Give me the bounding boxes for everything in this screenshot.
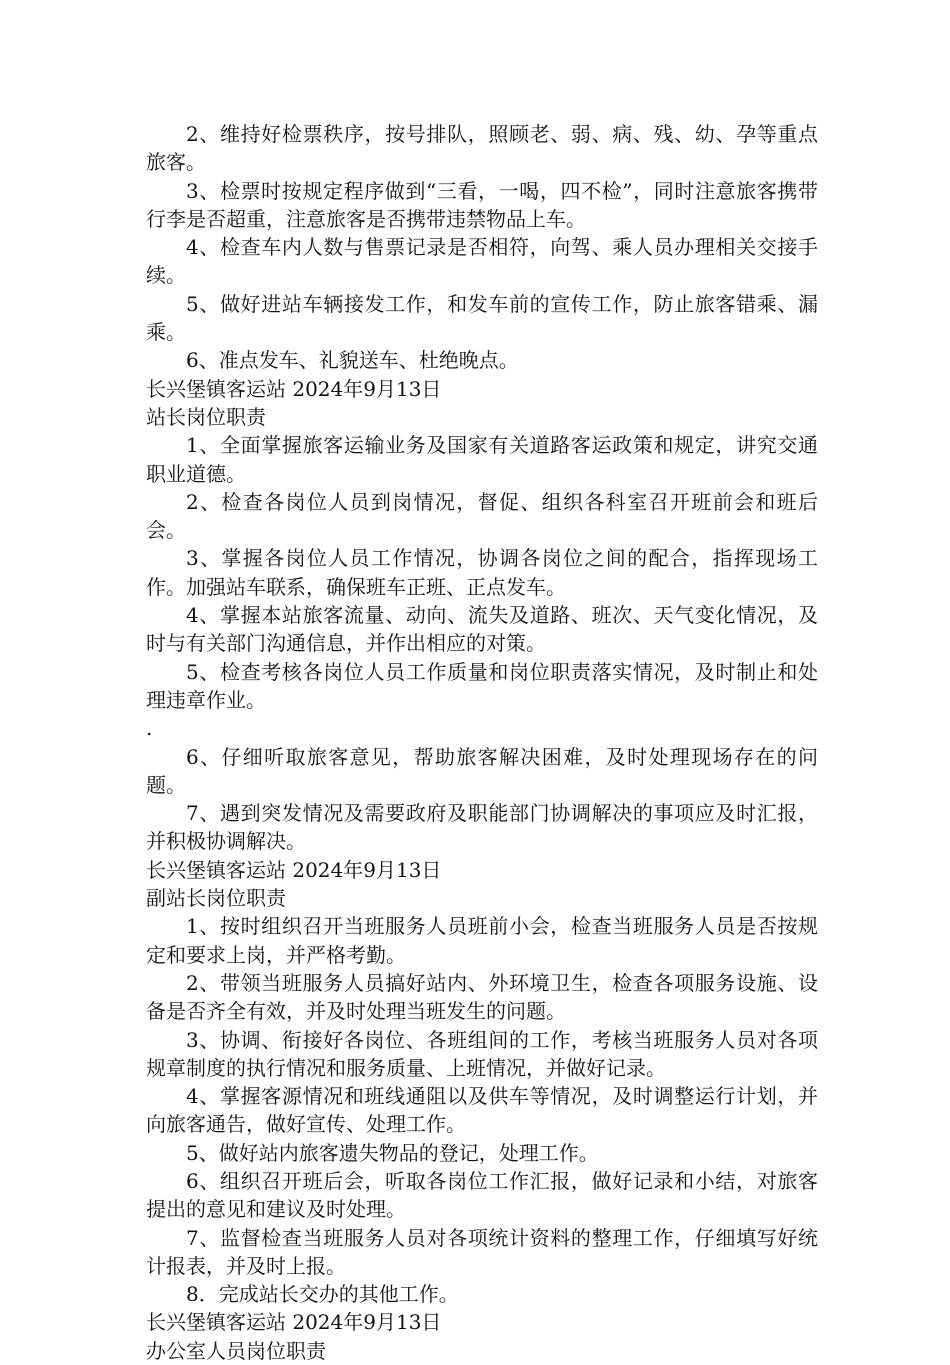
duty-item: 2、维持好检票秩序，按号排队，照顾老、弱、病、残、幼、孕等重点旅客。 xyxy=(146,122,818,175)
section-title-office-staff: 办公室人员岗位职责 xyxy=(146,1338,326,1363)
document-page xyxy=(146,120,818,1365)
duty-item: 6、组织召开班后会，听取各岗位工作汇报，做好记录和小结，对旅客提出的意见和建议及时处理。 xyxy=(146,1168,818,1222)
stray-dot: . xyxy=(146,716,153,741)
duty-item: 6、仔细听取旅客意见，帮助旅客解决困难，及时处理现场存在的问题。 xyxy=(146,744,818,797)
duty-item: 7、监督检查当班服务人员对各项统计资料的整理工作，仔细填写好统计报表，并及时上报。 xyxy=(146,1225,818,1278)
duty-item: 5、做好站内旅客遗失物品的登记，处理工作。 xyxy=(186,1140,599,1165)
duty-item: 4、掌握本站旅客流量、动向、流失及道路、班次、天气变化情况，及时与有关部门沟通信息，并作出相应的对策。 xyxy=(146,603,818,656)
duty-item: 5、做好进站车辆接发工作，和发车前的宣传工作，防止旅客错乘、漏乘。 xyxy=(146,291,818,345)
duty-item: 4、掌握客源情况和班线通阻以及供车等情况，及时调整运行计划，并向旅客通告，做好宣传、处理工作。 xyxy=(146,1084,818,1137)
duty-item: 5、检查考核各岗位人员工作质量和岗位职责落实情况，及时制止和处理违章作业。 xyxy=(146,659,818,712)
duty-item: 2、带领当班服务人员搞好站内、外环境卫生，检查各项服务设施、设备是否齐全有效，并及时处理当班发生的问题。 xyxy=(146,970,818,1024)
duty-item: 8．完成站长交办的其他工作。 xyxy=(186,1282,459,1307)
duty-item: 4、检查车内人数与售票记录是否相符，向驾、乘人员办理相关交接手续。 xyxy=(146,235,818,288)
duty-item: 3、协调、衔接好各岗位、各班组间的工作，考核当班服务人员对各项规章制度的执行情况和服务质量、上班情况，并做好记录。 xyxy=(146,1027,818,1080)
signature-line: 长兴堡镇客运站 2024年9月13日 xyxy=(146,1310,442,1335)
section-title-station-master: 站长岗位职责 xyxy=(146,404,266,429)
duty-item: 2、检查各岗位人员到岗情况，督促、组织各科室召开班前会和班后会。 xyxy=(146,489,818,543)
section-title-deputy-station-master: 副站长岗位职责 xyxy=(146,886,286,911)
duty-item: 1、按时组织召开当班服务人员班前小会，检查当班服务人员是否按规定和要求上岗，并严格考勤。 xyxy=(146,914,818,967)
signature-line: 长兴堡镇客运站 2024年9月13日 xyxy=(146,376,442,401)
duty-item: 1、全面掌握旅客运输业务及国家有关道路客运政策和规定，讲究交通职业道德。 xyxy=(146,433,818,486)
duty-item: 6、准点发车、礼貌送车、杜绝晚点。 xyxy=(186,348,519,373)
duty-item: 3、掌握各岗位人员工作情况，协调各岗位之间的配合，指挥现场工作。加强站车联系，确保班车正班、正点发车。 xyxy=(146,546,818,599)
duty-item: 3、检票时按规定程序做到“三看，一喝，四不检”，同时注意旅客携带行李是否超重，注意旅客是否携带违禁物品上车。 xyxy=(146,178,818,231)
signature-line: 长兴堡镇客运站 2024年9月13日 xyxy=(146,857,442,882)
duty-item: 7、遇到突发情况及需要政府及职能部门协调解决的事项应及时汇报，并积极协调解决。 xyxy=(146,801,818,854)
